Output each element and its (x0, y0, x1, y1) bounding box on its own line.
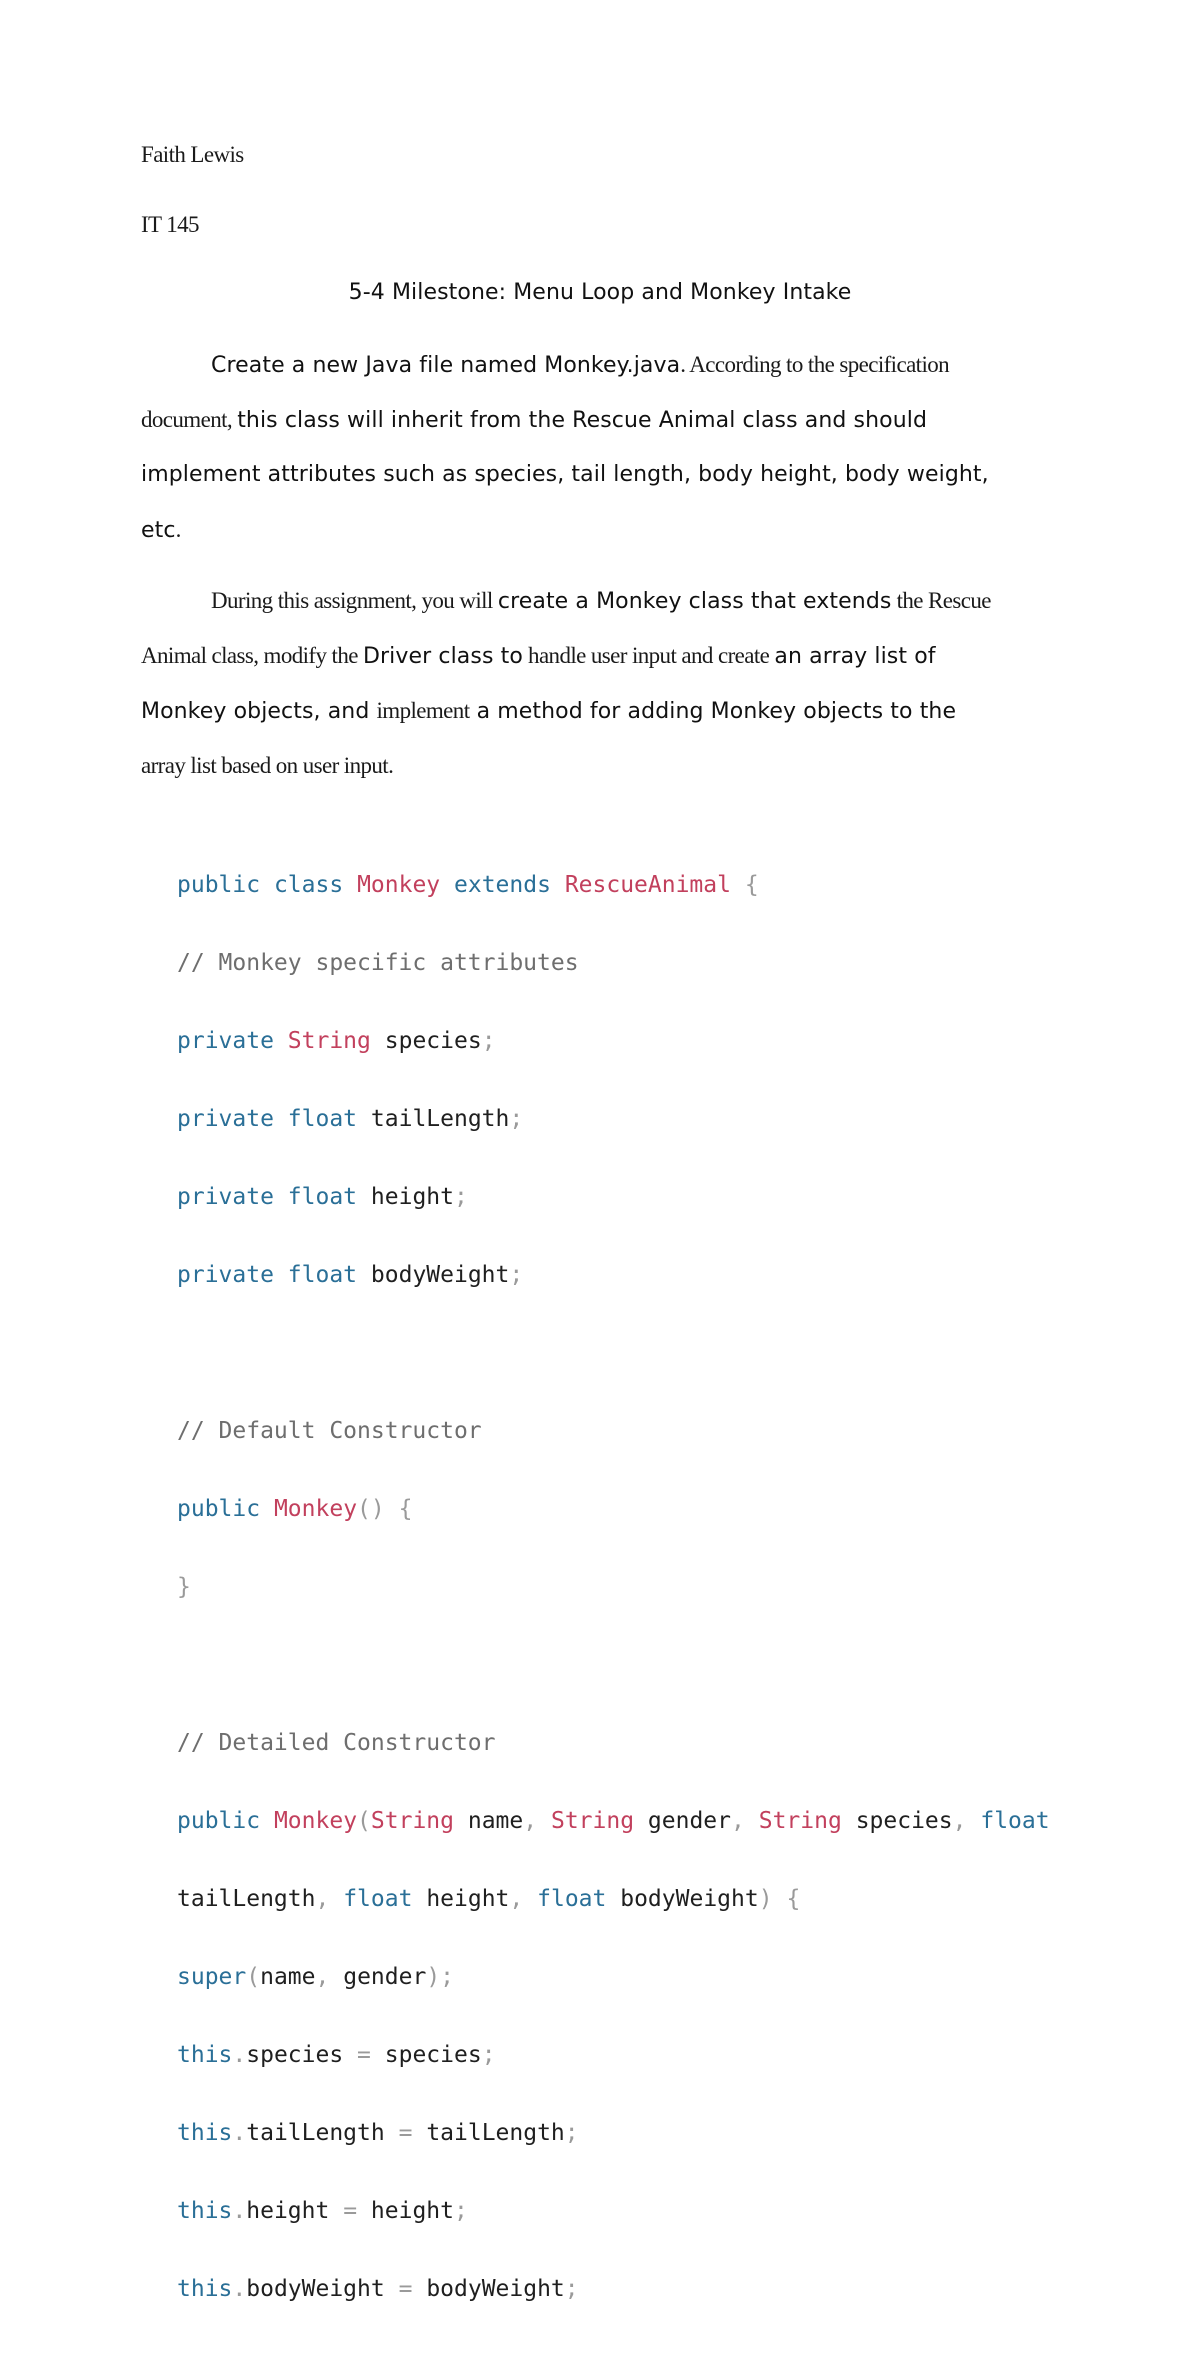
bold-phrase: Driver class to (363, 644, 523, 669)
code-token: this (177, 2042, 233, 2068)
code-token: Monkey (273, 1496, 358, 1522)
code-token: Monkey (273, 1808, 358, 1834)
bold-phrase: create a Monkey class that extends (497, 589, 892, 614)
paragraph-line (141, 515, 181, 570)
code-token: ; (564, 2276, 579, 2302)
code-line (177, 1106, 1050, 1132)
code-token: . (232, 2042, 247, 2068)
paragraph-line (141, 696, 956, 751)
plain-phrase: implement (376, 698, 470, 723)
code-token: public (177, 872, 261, 898)
code-token: ; (454, 2198, 468, 2224)
code-token: Monkey (357, 872, 441, 898)
code-token: = (398, 2276, 413, 2302)
code-token: , (952, 1808, 967, 1834)
code-token: String (758, 1808, 842, 1834)
code-token: bodyWeight (370, 1262, 510, 1288)
code-snippet (177, 820, 1050, 2354)
code-token: () (357, 1496, 385, 1522)
code-token: public (177, 1496, 261, 1522)
code-token: gender (647, 1808, 732, 1834)
code-token: ; (481, 1028, 496, 1054)
code-token: super (177, 1964, 247, 1990)
code-line (177, 2198, 1050, 2224)
code-token: species (246, 2042, 344, 2068)
code-token: ; (440, 1964, 455, 1990)
code-token: this (177, 2276, 233, 2302)
paragraph-line (141, 751, 393, 806)
code-line (177, 2120, 1050, 2146)
course-code: IT 145 (141, 212, 199, 237)
code-line (177, 2042, 1050, 2068)
code-line (177, 1808, 1050, 1834)
code-token: private (177, 1028, 274, 1054)
code-token: public (177, 1808, 261, 1834)
paragraph-line (211, 586, 991, 641)
code-token: = (398, 2120, 413, 2146)
plain-phrase: handle user input and create (522, 643, 775, 668)
code-line (177, 1184, 1050, 1210)
code-token: = (343, 2198, 358, 2224)
paragraph-line (141, 460, 989, 515)
paragraph-line (211, 350, 949, 405)
code-token: ; (481, 2042, 496, 2068)
code-token: String (287, 1028, 371, 1054)
bold-phrase: a method for adding Monkey objects to the (469, 699, 957, 724)
bold-phrase: Monkey objects, and (141, 699, 377, 724)
code-token: = (357, 2042, 371, 2068)
code-token: bodyWeight (620, 1886, 759, 1912)
code-token: private (177, 1262, 274, 1288)
paragraph-line (141, 641, 936, 696)
code-blank-line (177, 1652, 1050, 1678)
code-token: float (343, 1886, 413, 1912)
code-line (177, 2276, 1050, 2302)
code-token: , (509, 1886, 524, 1912)
code-line (177, 1028, 1050, 1054)
code-token: private (177, 1106, 274, 1132)
code-token: float (537, 1886, 607, 1912)
code-token: float (980, 1808, 1050, 1834)
code-token: , (731, 1808, 745, 1834)
code-token: ; (509, 1106, 524, 1132)
code-token: tailLength (246, 2120, 385, 2146)
plain-phrase: the Rescue (891, 588, 991, 613)
code-token: . (232, 2120, 247, 2146)
code-token: , (315, 1886, 330, 1912)
code-token: height (246, 2198, 330, 2224)
code-token: height (426, 1886, 510, 1912)
code-token: gender (343, 1964, 427, 1990)
code-token: ; (509, 1262, 524, 1288)
code-token: name (260, 1964, 316, 1990)
code-token: String (550, 1808, 635, 1834)
code-token: ( (246, 1964, 261, 1990)
code-token: height (370, 2198, 455, 2224)
code-token: RescueAnimal (564, 872, 731, 898)
code-blank-line (177, 1340, 1050, 1366)
plain-phrase: . (175, 517, 181, 542)
code-comment: // Default Constructor (177, 1418, 482, 1444)
code-token: } (177, 1574, 191, 1600)
code-token: bodyWeight (426, 2276, 565, 2302)
bold-phrase: etc (141, 518, 176, 543)
code-line (177, 1964, 1050, 1990)
code-token: float (287, 1262, 358, 1288)
code-token: . (232, 2276, 247, 2302)
code-comment: // Monkey specific attributes (177, 950, 579, 976)
bold-phrase: this class will inherit from the Rescue Animal class and should (237, 408, 928, 433)
code-token: ) (426, 1964, 441, 1990)
code-line (177, 1886, 1050, 1912)
code-token: private (177, 1184, 274, 1210)
code-token: ) (758, 1886, 773, 1912)
code-token: species (384, 2042, 482, 2068)
author-name: Faith Lewis (141, 142, 244, 167)
code-token: class (273, 872, 344, 898)
code-token: , (315, 1964, 330, 1990)
code-token: extends (454, 872, 551, 898)
code-token: { (744, 872, 759, 898)
code-token: tailLength (370, 1106, 510, 1132)
code-token: species (384, 1028, 482, 1054)
code-token: { (398, 1496, 413, 1522)
code-token: tailLength (426, 2120, 565, 2146)
code-line (177, 1574, 1050, 1600)
plain-phrase: document, (141, 407, 238, 432)
code-token: , (523, 1808, 538, 1834)
plain-phrase: Animal class, modify the (141, 643, 363, 668)
plain-phrase: During this assignment, you will (211, 588, 498, 613)
code-token: tailLength (177, 1886, 316, 1912)
code-line (177, 1496, 1050, 1522)
code-token: name (467, 1808, 524, 1834)
plain-phrase: . According to the specification (680, 352, 950, 377)
code-token: ; (454, 1184, 468, 1210)
code-line (177, 872, 1050, 898)
code-token: float (287, 1184, 358, 1210)
code-token: height (370, 1184, 454, 1210)
code-token: bodyWeight (246, 2276, 385, 2302)
code-comment: // Detailed Constructor (177, 1730, 496, 1756)
code-token: this (177, 2198, 233, 2224)
code-token: species (855, 1808, 953, 1834)
document-title: 5-4 Milestone: Menu Loop and Monkey Intake (348, 280, 852, 305)
code-token: String (370, 1808, 454, 1834)
code-line (177, 1262, 1050, 1288)
code-token: this (177, 2120, 233, 2146)
paragraph-line (141, 405, 927, 460)
code-token: { (786, 1886, 801, 1912)
bold-phrase: Create a new Java file named Monkey.java (211, 353, 681, 378)
plain-phrase: array list based on user input. (141, 753, 394, 778)
bold-phrase: an array list of (774, 644, 936, 669)
code-token: ; (564, 2120, 579, 2146)
code-token: . (232, 2198, 247, 2224)
bold-phrase: implement attributes such as species, tail length, body height, body weight, (141, 462, 989, 487)
code-token: float (287, 1106, 358, 1132)
code-token: ( (357, 1808, 371, 1834)
